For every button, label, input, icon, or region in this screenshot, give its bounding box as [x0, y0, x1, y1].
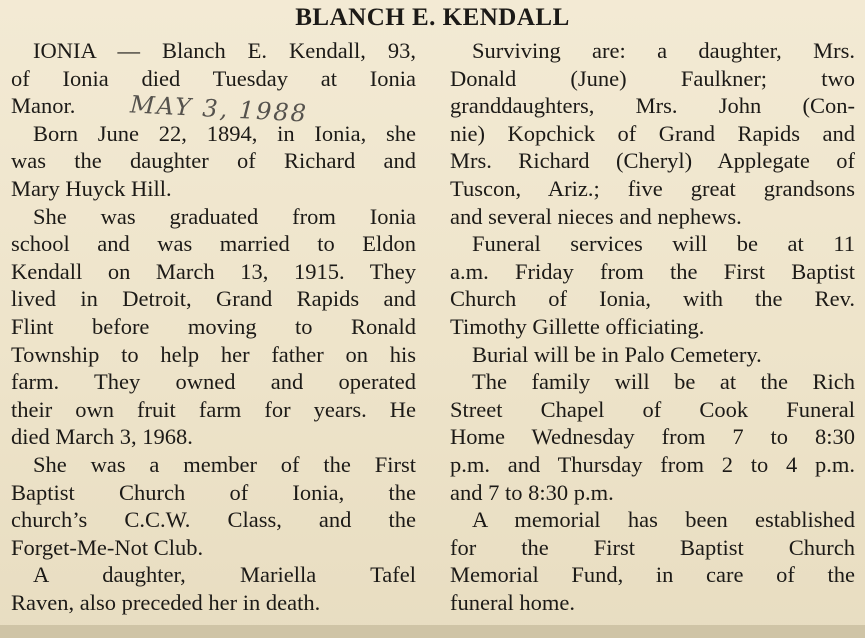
text-line: p.m. and Thursday from 2 to 4 p.m. — [450, 451, 855, 477]
left-column — [11, 37, 416, 616]
text-line: was the daughter of Richard and — [11, 148, 416, 174]
text-line: Donald (June) Faulkner; two — [450, 65, 855, 91]
text-line: of Ionia died Tuesday at Ionia — [11, 65, 416, 91]
text-line: Mrs. Richard (Cheryl) Applegate of — [450, 148, 855, 174]
text-line: Surviving are: a daughter, Mrs. — [472, 38, 855, 63]
text-line: for the First Baptist Church — [450, 534, 855, 560]
text-line: Born June 22, 1894, in Ionia, she — [33, 120, 416, 146]
text-line: Church of Ionia, with the Rev. — [450, 286, 855, 312]
text-line: Flint before moving to Ronald — [11, 313, 416, 339]
text-line: Kendall on March 13, 1915. They — [11, 258, 416, 284]
text-line: Timothy Gillette officiating. — [450, 313, 705, 339]
text-line: Manor. — [11, 93, 76, 119]
text-line: school and was married to Eldon — [11, 231, 416, 257]
text-line: The family will be at the Rich — [472, 369, 855, 395]
text-line: Baptist Church of Ionia, the — [11, 479, 416, 505]
text-line: Forget-Me-Not Club. — [11, 534, 204, 560]
text-line: and 7 to 8:30 p.m. — [450, 479, 614, 505]
text-line: nie) Kopchick of Grand Rapids and — [450, 120, 855, 146]
text-line: church’s C.C.W. Class, and the — [11, 507, 416, 533]
text-line: Mary Huyck Hill. — [11, 175, 172, 201]
text-line: and several nieces and nephews. — [450, 203, 742, 229]
text-line: died March 3, 1968. — [11, 424, 193, 450]
text-line: Tuscon, Ariz.; five great grandsons — [450, 175, 855, 201]
text-line: Burial will be in Palo Cemetery. — [472, 341, 762, 367]
text-line: farm. They owned and operated — [11, 369, 416, 395]
text-line: IONIA — Blanch E. Kendall, 93, — [33, 38, 416, 63]
text-line: lived in Detroit, Grand Rapids and — [11, 286, 416, 312]
text-line: their own fruit farm for years. He — [11, 396, 416, 422]
text-line: She was graduated from Ionia — [33, 203, 416, 229]
handwritten-date: MAY 3, 1988 — [129, 90, 309, 128]
text-line: Memorial Fund, in care of the — [450, 562, 855, 588]
right-column — [450, 37, 855, 616]
text-line: She was a member of the First — [33, 451, 416, 477]
obituary-title: BLANCH E. KENDALL — [295, 4, 570, 31]
text-line: Funeral services will be at 11 — [472, 231, 855, 257]
text-line: A daughter, Mariella Tafel — [33, 562, 416, 588]
text-line: Township to help her father on his — [11, 341, 416, 367]
clipping-bottom-edge — [0, 625, 865, 638]
text-line: funeral home. — [450, 589, 575, 615]
text-line: a.m. Friday from the First Baptist — [450, 258, 855, 284]
text-line: Raven, also preceded her in death. — [11, 589, 321, 615]
text-line: granddaughters, Mrs. John (Con- — [450, 93, 855, 119]
text-line: A memorial has been established — [472, 507, 855, 533]
text-line: Street Chapel of Cook Funeral — [450, 396, 855, 422]
text-line: Home Wednesday from 7 to 8:30 — [450, 424, 855, 450]
